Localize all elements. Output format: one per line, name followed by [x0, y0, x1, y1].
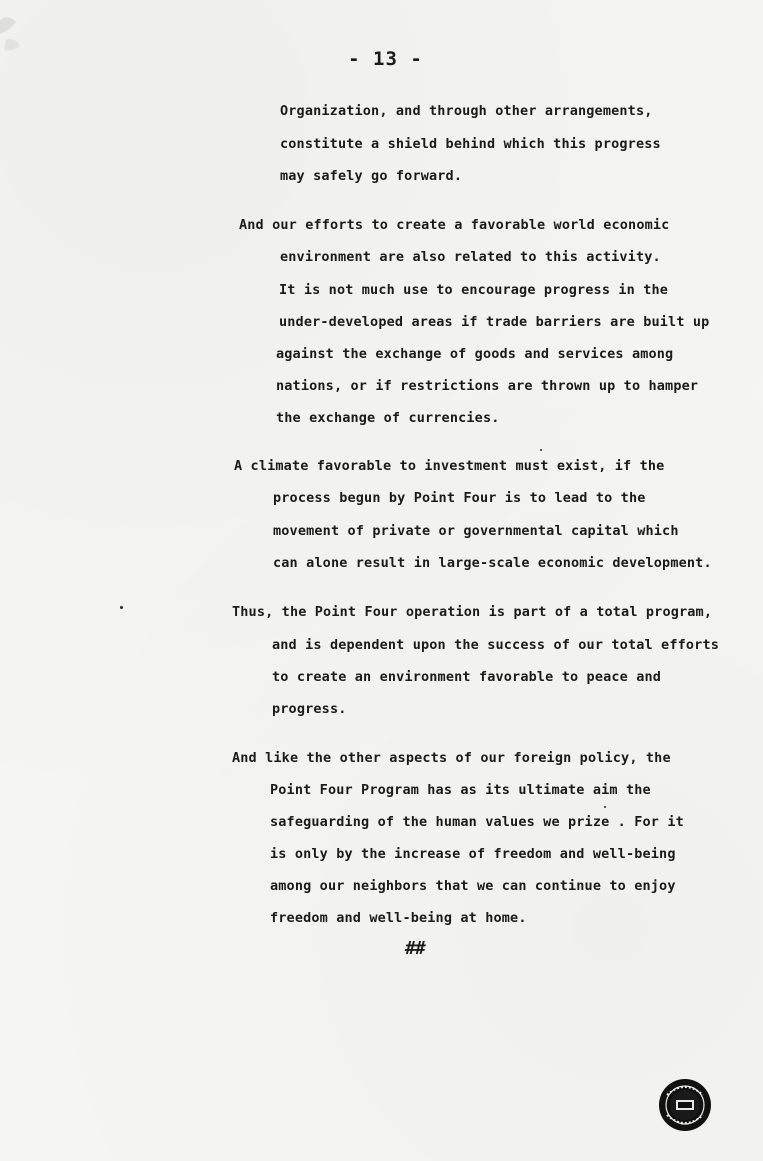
text-line: progress.: [272, 701, 347, 717]
text-line: environment are also related to this activity.: [280, 249, 661, 265]
page-number: - 13 -: [348, 48, 423, 70]
ink-speck: [540, 449, 542, 451]
text-line: can alone result in large-scale economic development.: [273, 555, 712, 571]
text-line: may safely go forward.: [280, 168, 463, 184]
text-line: to create an environment favorable to peace and: [272, 669, 662, 685]
text-line: And like the other aspects of our foreign policy, the: [232, 750, 671, 766]
text-line: movement of private or governmental capital which: [273, 523, 679, 539]
text-line: Organization, and through other arrangements,: [280, 103, 653, 119]
text-line: Point Four Program has as its ultimate aim the: [270, 782, 651, 798]
text-line: nations, or if restrictions are thrown up to hamper: [276, 378, 699, 394]
text-line: the exchange of currencies.: [276, 410, 500, 426]
text-line: and is dependent upon the success of our total efforts: [272, 637, 719, 653]
text-line: freedom and well-being at home.: [270, 910, 527, 926]
text-line: constitute a shield behind which this progress: [280, 136, 661, 152]
text-line: And our efforts to create a favorable world economic: [239, 217, 670, 233]
archive-seal-stamp: [657, 1077, 713, 1133]
text-line: Thus, the Point Four operation is part of a total program,: [232, 604, 713, 620]
text-line: among our neighbors that we can continue to enjoy: [270, 878, 676, 894]
text-line: A climate favorable to investment must exist, if the: [234, 458, 665, 474]
end-mark: ##: [405, 938, 425, 959]
ink-speck: [604, 806, 606, 808]
ink-speck: [120, 606, 123, 609]
text-line: is only by the increase of freedom and well-being: [270, 846, 676, 862]
text-line: It is not much use to encourage progress in the: [279, 282, 669, 298]
text-line: process begun by Point Four is to lead to the: [273, 490, 646, 506]
text-line: under-developed areas if trade barriers are built up: [279, 314, 710, 330]
text-line: against the exchange of goods and services among: [276, 346, 674, 362]
text-line: safeguarding of the human values we prize . For it: [270, 814, 684, 830]
